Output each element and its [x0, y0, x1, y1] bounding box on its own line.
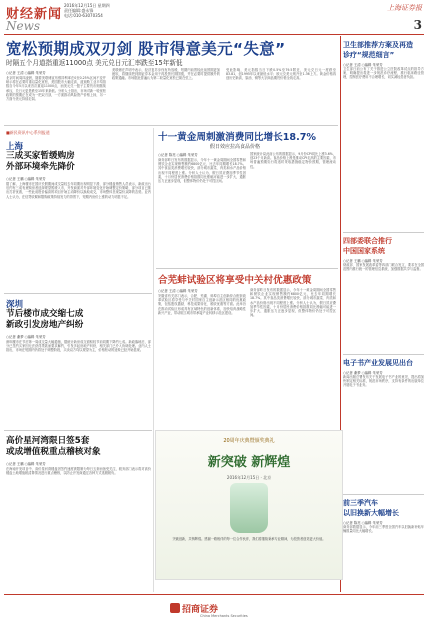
cms-logo-icon	[170, 603, 180, 613]
cpi-byline: ○记者 陈亮 ○编辑 朱荣芳	[158, 153, 198, 157]
lead-byline: ○记者 王清 ○编辑 朱荣芳	[6, 71, 46, 75]
shanghai-tag: ■新民资讯中心系列报道	[6, 130, 50, 135]
right-item-4-body: 商务部数据显示，今年前三季度全国汽车以旧换新补贴车辆数量同比大幅增长。	[343, 525, 424, 534]
ad-date: 2016年12月15日 · 北京	[226, 475, 272, 480]
right-item-3-headline: 电子书产业发展见出台	[343, 359, 413, 367]
footer-rule	[4, 594, 424, 595]
page-number: 3	[413, 18, 422, 32]
issue-phone: 电话:010-63070354	[64, 13, 103, 18]
lead-divider	[4, 125, 338, 126]
shanghai-city: 上海	[6, 142, 24, 152]
haikou-headline-1: 高价星河湾限日签5套	[6, 436, 90, 446]
right-item-2-headline-2: 中国国家系统	[343, 247, 385, 255]
right-item-4-headline-2: 以旧换新大幅增长	[343, 509, 399, 517]
right-item-1	[343, 40, 424, 235]
lead-subhead: 时隔五个月道指重返11000点 美元兑日元汇率跌至15年新低	[6, 59, 183, 67]
left-column-divider	[153, 128, 154, 592]
shenzhen-divider	[4, 430, 152, 431]
footer-english: China Merchants Securities	[200, 614, 248, 618]
shanghai-body: 据了解，上海楼市在国庆长假期间成交量较去年同期出现明显下滑，部分楼盘销售人员表示，新政出台后约有三成有意购房者选择观望暂缓入市，开发商面对外部环境变化开始调整定价策略，部分项目已推出打折优惠，一些此前报价偏高的项目开始主动降价以换取成交，市场整体呈现量价双降的态势。业内人士认为，在信贷收紧和限购政策持续发力的背景下，短期内房价上涨的动力明显不足。	[6, 182, 151, 199]
section-word: News	[6, 19, 41, 33]
right-item-2	[343, 236, 424, 355]
ad-bottle-icon	[230, 483, 268, 533]
shenzhen-city: 深圳	[6, 300, 24, 310]
right-item-2-headline-1: 四部委联合推行	[343, 237, 392, 245]
section-logo: 财经新闻	[6, 7, 63, 22]
paper-name: 上海证券报	[387, 4, 422, 12]
masthead-rule	[4, 34, 424, 35]
advertisement	[155, 430, 343, 580]
right-divider-2	[343, 354, 424, 355]
right-item-3-byline: ○记者 谢梦 ○编辑 朱荣芳	[343, 371, 383, 375]
lead-body-col3: 受此影响，美元指数当日下跌0.5%至79.5附近，美元兑日元一度跌至83.81，创1995年以来最低水平；欧元兑美元则升至1.36上方。黄金价格再创历史新高，原油、铜等大宗商品期货价格全线走高。	[226, 68, 336, 81]
cpi-subhead: 假日效应拉高食品价格	[210, 144, 261, 150]
hefei-body-col2: 商务部昨日发布的数据显示，今年十一黄金周期间全国零售和餐饮企业实现销售额约6800亿元，比去年同期增长18.7%。其中食品类消费增长较快，部分城市蔬菜、肉类和水产品价格出现不同程度上涨。分析人士认为，假日效应叠加季节性因素，十月份居民消费价格指数同比涨幅可能进一步扩大，通胀压力正逐步显现，但整体物价仍处于可控区间。	[250, 288, 336, 318]
haikou-byline: ○记者 王鹏 ○编辑 朱荣芳	[6, 462, 46, 466]
right-item-3-body: 新闻出版总署发布关于发展电子书产业的意见，提出将加快制定相关标准，规范市场秩序，支持有条件的出版单位开展电子书业务。	[343, 375, 424, 388]
right-divider-1	[343, 232, 424, 233]
hefei-byline: ○记者 王清 ○编辑 朱荣芳	[158, 289, 198, 293]
right-item-1-byline: ○记者 王清 ○编辑 朱荣芳	[343, 63, 383, 67]
right-item-2-body: 财政部、国家发展改革委等四部门联合发文，要求在全国范围内推行统一的管理信息系统，加强数据共享与监督。	[343, 263, 424, 272]
cpi-headline: 十一黄金周刺激消费同比增长18.7%	[158, 132, 317, 143]
shanghai-headline-1: 三成买家暂缓购房	[6, 151, 75, 161]
issue-info	[64, 3, 110, 18]
cpi-body-col2: 国家统计局此前公布的数据显示，9月份CPI同比上涨3.6%，创23个月新高。食品价格上涨是推动CPI走高的主要因素，市场普遍预期央行将适时采取措施稳定物价预期，管理流动性。	[250, 152, 336, 169]
right-item-3	[343, 358, 424, 497]
right-item-4-headline-1: 前三季汽车	[343, 499, 378, 507]
right-item-1-body: 卫生部日前公布了关于推进公立医院改革试点的指导方案，明确提出将进一步规范诊疗流程，推行临床路径管理，控制医疗费用不合理增长，切实减轻患者负担。	[343, 67, 424, 80]
ad-anniversary: 20周年庆典暨颁奖典礼	[223, 438, 275, 444]
lead-headline: 宽松预期成双刃剑 股市得意美元“失意”	[6, 40, 286, 58]
shenzhen-headline-2: 新政引发房地产纠纷	[6, 320, 84, 330]
footer-logo: 招商证券	[182, 605, 219, 615]
issue-editor: 责任编辑:盛永锋	[64, 8, 94, 13]
shanghai-headline-2: 外部环境牵先降价	[6, 162, 75, 172]
ad-body: 突破创新，共铸辉煌。感谢一路相伴的每一位合作伙伴，我们将继续秉承专业精神，为投资者创造更大价值。	[172, 537, 326, 541]
shenzhen-body: 深圳楼市在节后第一周成交量大幅萎缩，据统计新房成交面积较节前同期下降约七成。新政落地后，部分已签约买家因无法获得贷款而要求解约，引发多起房地产纠纷，相关部门已介入协调处理。业内人士指出，市场在短期内仍将处于调整阶段，买卖双方均以观望为主，价格松动的迹象已经开始显现。	[6, 340, 151, 353]
lead-body-col1: 北京时间周四凌晨，随着美联储宣布维持利率在0至0.25%区间不变并暗示将在必要时重启量化宽松，美国股市大幅走高，道琼斯工业平均指数自今年5月以来首次重返11000点，而美元兑一篮子主要货币则继续承压，兑日元更是跌至15年来新低。分析人士指出，市场对新一轮宽松政策的预期正在成为一把双刃剑，一方面推动风险资产价格上扬，另一方面令美元持续走弱。	[6, 76, 106, 102]
right-item-1-headline-2: 诊疗“规范细言”	[343, 51, 395, 59]
footer-banner	[0, 594, 428, 627]
shenzhen-byline: ○记者 谢梦 ○编辑 朱荣芳	[6, 335, 46, 339]
right-item-2-byline: ○记者 王鹏 ○编辑 朱荣芳	[343, 259, 383, 263]
right-item-4	[343, 498, 424, 591]
right-item-1-headline-1: 卫生部推荐方案及再造	[343, 41, 413, 49]
shenzhen-headline-1: 节后楼市成交缩七成	[6, 309, 84, 319]
lead-body-col2: 美联储在声明中表示，经济复苏步伐有所放缓，短期内前景较此前预期更加疲软，将继续把到期证券本金用于再投资长期国债，并在必要时提供额外的政策通融。市场据此普遍认为第二轮量化宽松已箭在弦上。	[112, 68, 220, 81]
right-item-4-byline: ○记者 陈亮 ○编辑 朱荣芳	[343, 521, 383, 525]
shanghai-byline: ○记者 王鹏 ○编辑 朱荣芳	[6, 177, 46, 181]
issue-date: 2016年12月15日 星期四	[64, 3, 110, 8]
right-divider-3	[343, 494, 424, 495]
hefei-body-col1: 安徽省有关部门表示，合肥、芜湖、蚌埠自主创新综合配套改革试验区将享受与中关村国家自主创新示范区相同的优惠政策，包括股权激励、科技成果转化、税收优惠等方面。此举旨在推动试验区形成具有区域特色的创新体系，加快培育战略性新兴产业，带动皖江城市带承接产业转移示范区建设。	[158, 294, 246, 315]
ad-main-title: 新突破 新辉煌	[207, 455, 291, 470]
cpi-divider	[156, 268, 338, 269]
haikou-body: 在海南开发项目中，高价星河湾楼盘因签约速度被限制为每日五套而备受关注，税务部门表示将对高价楼盘土地增值税清算情况进行重点稽核，以防止开发商通过各种方式逃避税负。	[6, 467, 151, 476]
hefei-headline: 合芜蚌试验区将享受中关村优惠政策	[158, 275, 312, 286]
haikou-headline-2: 或成增值税重点稽核对象	[6, 447, 101, 457]
cpi-body-col1: 商务部昨日发布的数据显示，今年十一黄金周期间全国零售和餐饮企业实现销售额约6800亿元，比去年同期增长18.7%。其中食品类消费增长较快，部分城市蔬菜、肉类和水产品价格出现不同程度上涨。分析人士认为，假日效应叠加季节性因素，十月份居民消费价格指数同比涨幅可能进一步扩大，通胀压力正逐步显现，但整体物价仍处于可控区间。	[158, 158, 246, 184]
shanghai-divider	[4, 293, 152, 294]
